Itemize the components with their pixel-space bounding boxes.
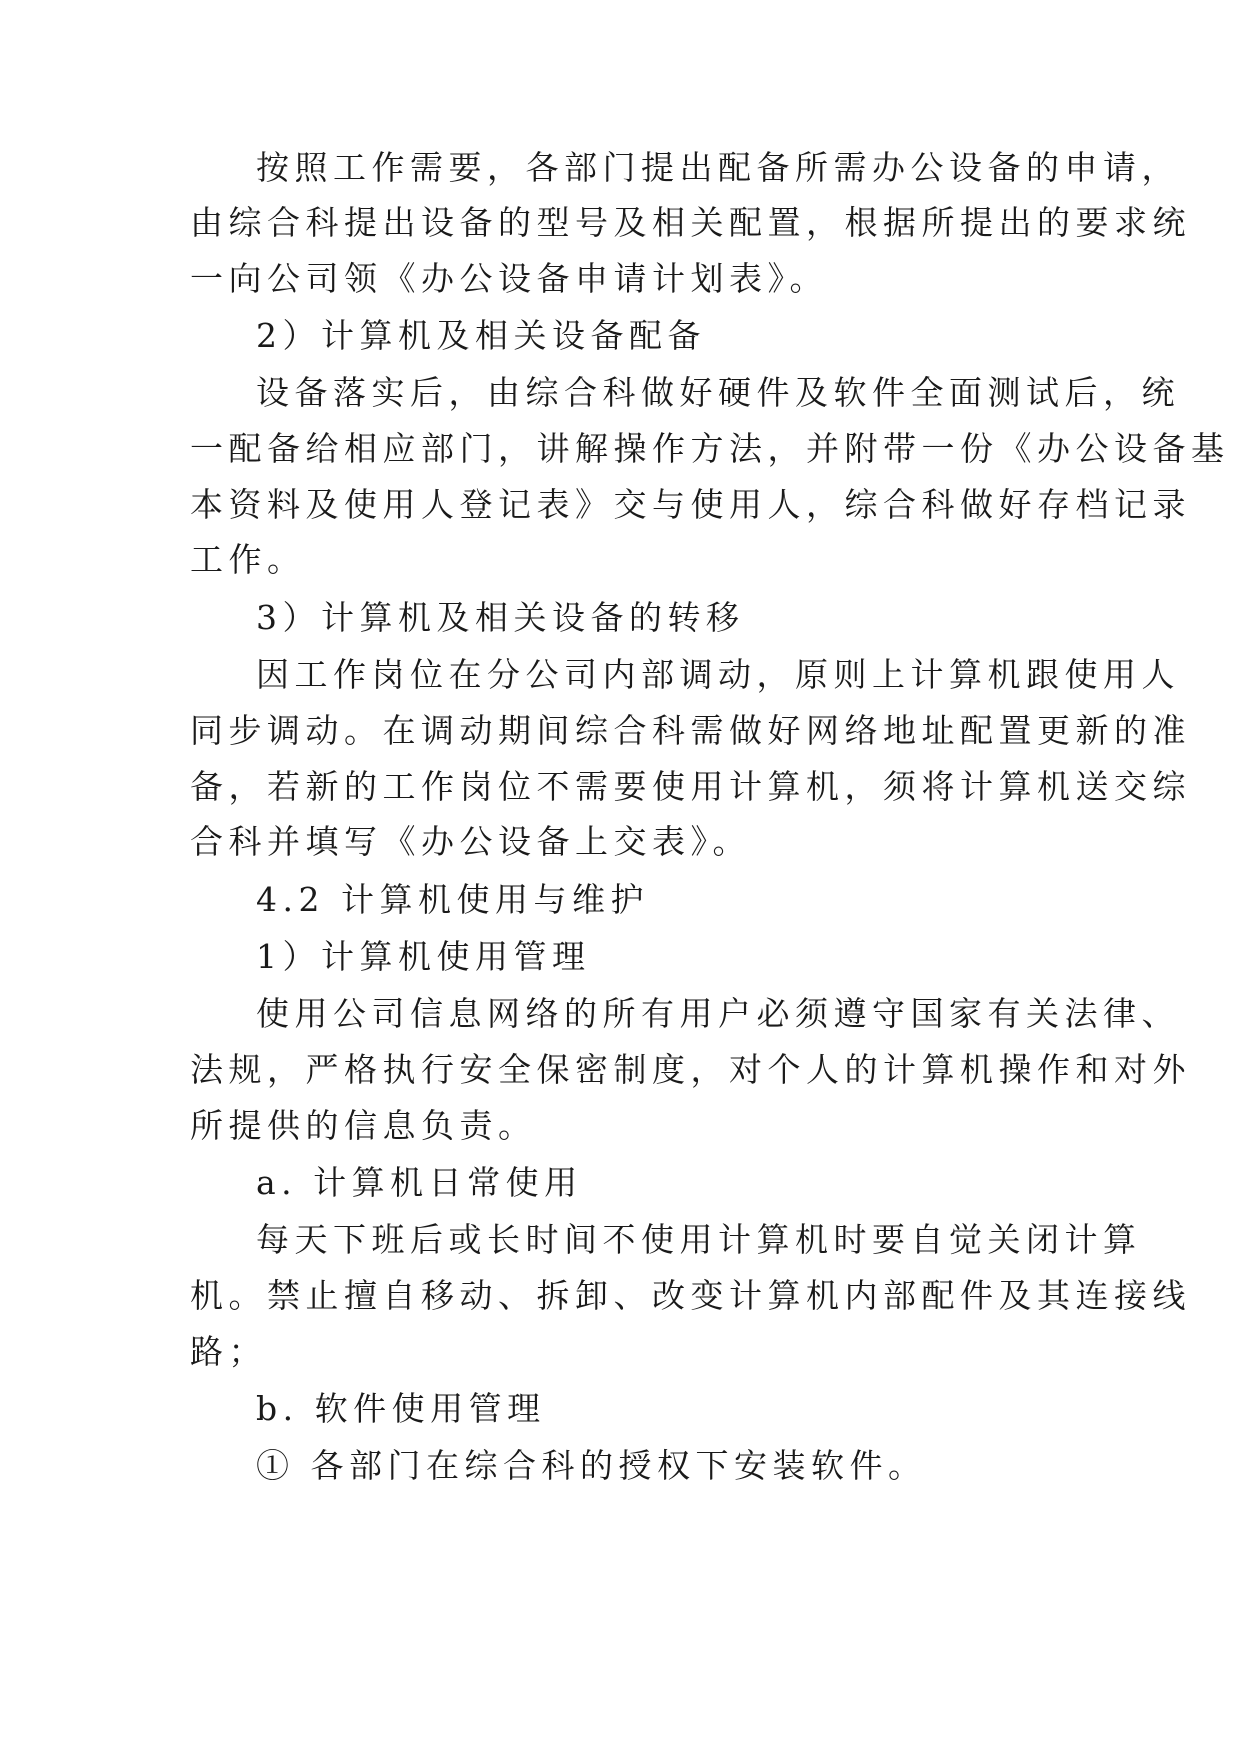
paragraph-line: 一向公司领《办公设备申请计划表》。 <box>190 259 828 298</box>
paragraph-line: 设备落实后，由综合科做好硬件及软件全面测试后，统 <box>256 373 1180 412</box>
paragraph-line: 每天下班后或长时间不使用计算机时要自觉关闭计算 <box>256 1220 1142 1259</box>
paragraph-line: 使用公司信息网络的所有用户必须遵守国家有关法律、 <box>256 994 1180 1033</box>
paragraph-line: 路； <box>190 1332 267 1371</box>
paragraph-line: 机。禁止擅自移动、拆卸、改变计算机内部配件及其连接线 <box>190 1276 1191 1315</box>
section-heading: 1）计算机使用管理 <box>256 937 591 976</box>
paragraph-line: 同步调动。在调动期间综合科需做好网络地址配置更新的准 <box>190 711 1191 750</box>
paragraph-line: 合科并填写《办公设备上交表》。 <box>190 822 751 861</box>
section-heading: 2）计算机及相关设备配备 <box>256 316 706 355</box>
paragraph-line: 一配备给相应部门，讲解操作方法，并附带一份《办公设备基 <box>190 429 1230 468</box>
paragraph-line: 所提供的信息负责。 <box>190 1106 537 1145</box>
section-heading: a. 计算机日常使用 <box>256 1163 583 1202</box>
paragraph-line: 本资料及使用人登记表》交与使用人，综合科做好存档记录 <box>190 485 1191 524</box>
paragraph-line: 工作。 <box>190 540 306 579</box>
paragraph-line: 备，若新的工作岗位不需要使用计算机，须将计算机送交综 <box>190 767 1191 806</box>
paragraph-line: 按照工作需要，各部门提出配备所需办公设备的申请， <box>256 148 1180 187</box>
list-item: ① 各部门在综合科的授权下安装软件。 <box>256 1446 927 1485</box>
section-heading: 3）计算机及相关设备的转移 <box>256 598 745 637</box>
section-heading: 4.2 计算机使用与维护 <box>256 880 649 919</box>
paragraph-line: 因工作岗位在分公司内部调动，原则上计算机跟使用人 <box>256 655 1180 694</box>
section-heading: b. 软件使用管理 <box>256 1389 546 1428</box>
paragraph-line: 由综合科提出设备的型号及相关配置，根据所提出的要求统 <box>190 203 1191 242</box>
paragraph-line: 法规，严格执行安全保密制度，对个人的计算机操作和对外 <box>190 1050 1191 1089</box>
